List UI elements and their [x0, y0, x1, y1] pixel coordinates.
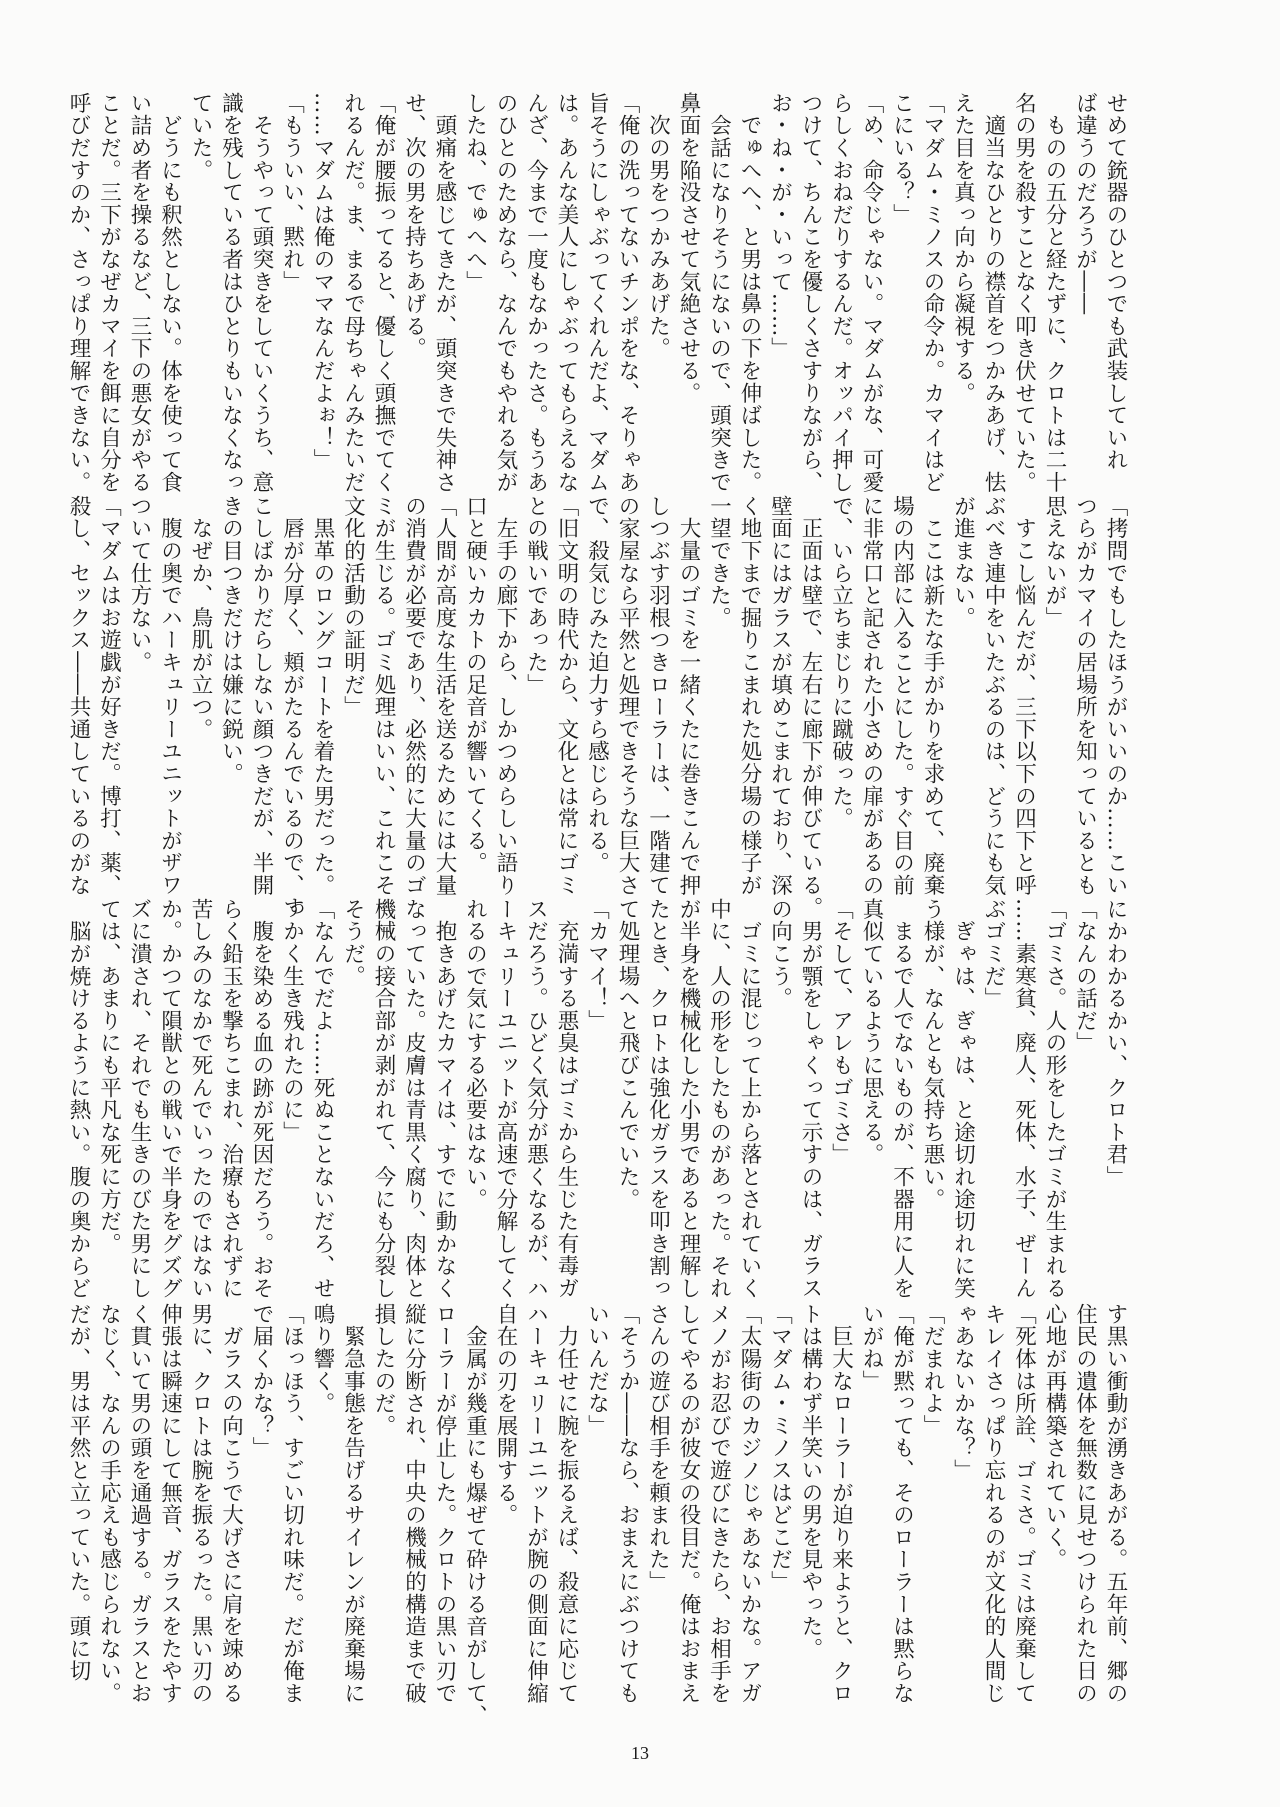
- text-line: 男に、クロトは腕を振るった。黒い刃の: [188, 1303, 213, 1705]
- text-line: お・ね・が・いって……」: [767, 92, 793, 360]
- text-line: スだろう。ひどく気分が悪くなるが、ハ: [523, 898, 549, 1300]
- text-line: 伸張は瞬速にして無音、ガラスをたやす: [157, 1303, 183, 1705]
- text-line: のひとのためなら、なんでもやれる気が: [493, 92, 518, 494]
- text-line: 「もういい、黙れ」: [279, 92, 305, 293]
- text-line: ガラスの向こうで大げさに肩を竦める: [218, 1303, 244, 1705]
- text-line: 正面は壁で、左右に廊下が伸びている。: [798, 495, 823, 919]
- text-line: 「そして、アレもゴミさ」: [828, 898, 854, 1166]
- text-line: ぶべき連中をいたぶるのは、どうにも気: [981, 495, 1006, 897]
- text-line: 黒革のロングコートを着た男だった。: [310, 495, 335, 897]
- text-line: トは構わず半笑いの男を見やった。: [798, 1303, 823, 1660]
- text-line: く地下まで掘りこまれた処分場の様子が: [737, 495, 762, 897]
- text-line: 苦しみのなかで死んでいったのではない: [188, 898, 213, 1300]
- text-line: 脳が焼けるように熱い。腹の奥からど: [66, 898, 91, 1300]
- text-line: 住民の遺体を無数に見せつけられた日の: [1072, 1303, 1098, 1705]
- text-line: 「マダム・ミノスはどこだ」: [767, 1303, 793, 1593]
- text-line: 壁面にはガラスが填めこまれており、深: [767, 495, 793, 897]
- text-line: きの目つきだけは嫌に鋭い。: [218, 495, 244, 785]
- text-line: 「死体は所詮、ゴミさ。ゴミは廃棄して: [1011, 1303, 1037, 1705]
- text-line: 巨大なローラーが迫り来ようと、クロ: [828, 1303, 854, 1705]
- text-line: 識を残している者はひとりもいなくなっ: [218, 92, 244, 494]
- text-line: 頭痛を感じてきたが、頭突きで失神さ: [432, 92, 457, 494]
- text-line: ……マダムは俺のママなんだよぉ！」: [310, 92, 335, 472]
- text-line: が半身を機械化した小男であると理解し: [676, 898, 701, 1300]
- text-line: 「旧文明の時代から、文化とは常にゴミ: [554, 495, 579, 897]
- text-line: の消費が必要であり、必然的に大量のゴ: [401, 495, 427, 897]
- text-line: まるで人でないものが、不器用に人を: [889, 898, 915, 1300]
- text-line: つらがカマイの居場所を知っているとも: [1072, 495, 1098, 897]
- text-line: 「ゴミさ。人の形をしたゴミが生まれる: [1042, 898, 1067, 1300]
- text-line: んざ、今まで一度もなかったさ。もうあ: [523, 92, 549, 494]
- text-line: すこし悩んだが、三下以下の四下と呼: [1011, 495, 1037, 897]
- text-line: いいんだな」: [584, 1303, 610, 1437]
- text-line: 鼻面を陥没させて気絶させる。: [676, 92, 701, 405]
- text-line: そうやって頭突きをしていくうち、意: [249, 92, 274, 494]
- text-line: 一望できた。: [706, 495, 732, 629]
- text-line: ついて仕方ない。: [127, 495, 152, 674]
- text-line: れるんだ。ま、まるで母ちゃんみたいだ: [340, 92, 366, 494]
- text-line: ローラーが停止した。クロトの黒い刃で: [432, 1303, 457, 1705]
- text-line: 鳴り響く。: [310, 1303, 335, 1415]
- text-line: 「俺が黙っても、そのローラーは黙らな: [889, 1303, 915, 1705]
- text-line: 「マダムはお遊戯が好きだ。博打、薬、: [96, 495, 122, 897]
- text-line: 力任せに腕を振るえば、殺意に応じて: [554, 1303, 579, 1705]
- text-line: 「そうか――なら、おまえにぶつけても: [615, 1303, 640, 1705]
- text-line: 「太陽街のカジノじゃあないかな。アガ: [737, 1303, 762, 1705]
- text-line: ミが生じる。ゴミ処理はいい、これこそ: [371, 495, 396, 897]
- text-line: 会話になりそうにないので、頭突きで: [706, 92, 732, 494]
- text-line: ば違うのだろうが――: [1072, 92, 1098, 315]
- text-line: 損したのだ。: [371, 1303, 396, 1437]
- text-line: 緊急事態を告げるサイレンが廃棄場に: [340, 1303, 366, 1705]
- text-line: つけて、ちんこを優しくさすりながら、: [798, 92, 823, 494]
- text-line: そうだ。: [340, 898, 366, 988]
- text-line: ーキュリーユニットが高速で分解してく: [493, 898, 518, 1300]
- text-line: 金属が幾重にも爆ぜて砕ける音がして、: [462, 1303, 488, 1727]
- text-line: 文化的活動の証明だ」: [340, 495, 366, 718]
- text-line: で、殺気じみた迫力すら感じられる。: [584, 495, 610, 875]
- text-line: 腹を染める血の跡が死因だろう。おそ: [249, 898, 274, 1300]
- text-line: にかわかるかい、クロト君」: [1103, 898, 1128, 1188]
- text-line: ここは新たな手がかりを求めて、廃棄: [920, 495, 945, 897]
- text-line: 旨そうにしゃぶってくれんだよ、マダム: [584, 92, 610, 494]
- text-line: 「カマイ！」: [584, 898, 610, 1032]
- text-line: 「だまれよ」: [920, 1303, 945, 1437]
- text-line: 充満する悪臭はゴミから生じた有毒ガ: [554, 898, 579, 1300]
- text-line: 腹の奥でハーキュリーユニットがザワ: [157, 495, 183, 897]
- text-block-1: [66, 92, 1130, 494]
- text-line: れるので気にする必要はない。: [462, 898, 488, 1211]
- text-block-4: [66, 1303, 1130, 1727]
- text-line: 縦に分断され、中央の機械的構造まで破: [401, 1303, 427, 1705]
- text-line: こにいる？」: [889, 92, 915, 226]
- text-line: の向こう。: [767, 898, 793, 1010]
- text-line: ゃあないかな？」: [950, 1303, 976, 1482]
- text-line: どうにも釈然としない。体を使って食: [157, 92, 183, 494]
- text-line: 呼びだすのか、さっぱり理解できない。: [66, 92, 91, 494]
- text-line: 次の男をつかみあげた。: [645, 92, 671, 360]
- text-line: 場の内部に入ることにした。すぐ目の前: [889, 495, 915, 897]
- text-line: ……素寒貧、廃人、死体、水子、ぜーん: [1011, 898, 1037, 1300]
- text-line: ぎゃは、ぎゃは、と途切れ途切れに笑: [950, 898, 976, 1300]
- text-line: ては、あまりにも平凡な死に方だ。: [96, 898, 122, 1255]
- text-line: したね、でゅへへ」: [462, 92, 488, 293]
- text-line: 「め、命令じゃない。マダムがな、可愛: [859, 92, 884, 494]
- text-line: 適当なひとりの襟首をつかみあげ、怯: [981, 92, 1006, 494]
- text-line: しつぶす羽根つきローラーは、一階建て: [645, 495, 671, 897]
- text-line: らしくおねだりするんだ。オッパイ押し: [828, 92, 854, 494]
- text-line: 「拷問でもしたほうがいいのか……こい: [1103, 495, 1128, 897]
- text-line: いがね」: [859, 1303, 884, 1393]
- text-line: 「人間が高度な生活を送るためには大量: [432, 495, 457, 897]
- text-line: が進まない。: [950, 495, 976, 629]
- text-line: 「俺の洗ってないチンポをな、そりゃあ: [615, 92, 640, 494]
- text-line: 抱きあげたカマイは、すでに動かなく: [432, 898, 457, 1300]
- text-line: ズに潰され、それでも生きのびた男にし: [127, 898, 152, 1300]
- text-line: との戦いであった」: [523, 495, 549, 696]
- text-line: ていた。: [188, 92, 213, 182]
- text-line: ゴミに混じって上から落とされていく: [737, 898, 762, 1300]
- text-line: に非常口と記された小さめの扉があるの: [859, 495, 884, 897]
- text-line: らく鉛玉を撃ちこまれ、治療もされずに: [218, 898, 244, 1300]
- text-line: の家屋なら平然と処理できそうな巨大さ: [615, 495, 640, 897]
- text-line: で届くかな？」: [249, 1303, 274, 1460]
- text-line: 名の男を殺すことなく叩き伏せていた。: [1011, 92, 1037, 494]
- text-line: 思えないが」: [1042, 495, 1067, 629]
- text-line: 自在の刃を展開する。: [493, 1303, 518, 1526]
- text-line: でゅへへ、と男は鼻の下を伸ばした。: [737, 92, 762, 494]
- text-line: 真似ているように思える。: [859, 898, 884, 1166]
- text-line: さんの遊び相手を頼まれた」: [645, 1303, 671, 1593]
- text-block-3: [66, 898, 1130, 1300]
- text-line: えた目を真っ向から凝視する。: [950, 92, 976, 405]
- text-line: キレイさっぱり忘れるのが文化的人間じ: [981, 1303, 1006, 1705]
- text-line: たとき、クロトは強化ガラスを叩き割っ: [645, 898, 671, 1300]
- text-line: い詰め者を操るなど、三下の悪女がやる: [127, 92, 152, 494]
- text-line: ぶゴミだ」: [981, 898, 1006, 1010]
- text-line: す黒い衝動が湧きあがる。五年前、郷の: [1103, 1303, 1128, 1705]
- text-line: で、いら立ちまじりに蹴破った。: [828, 495, 854, 830]
- text-line: 「俺が腰振ってると、優しく頭撫でてく: [371, 92, 396, 494]
- text-line: ものの五分と経たずに、クロトは二十: [1042, 92, 1067, 494]
- text-line: 心地が再構築されていく。: [1042, 1303, 1067, 1571]
- text-line: ことだ。三下がなぜカマイを餌に自分を: [96, 92, 122, 494]
- text-line: 機械の接合部が剥がれて、今にも分裂し: [371, 898, 396, 1300]
- text-line: メノがお忍びで遊びにきたら、お相手を: [706, 1303, 732, 1705]
- text-line: 「ほっほう、すごい切れ味だ。だが俺ま: [279, 1303, 305, 1705]
- text-line: 中に、人の形をしたものがあった。それ: [706, 898, 732, 1300]
- text-line: ハーキュリーユニットが腕の側面に伸縮: [523, 1303, 549, 1705]
- text-line: か。かつて隕獣との戦いで半身をグズグ: [157, 898, 183, 1300]
- text-line: て処理場へと飛びこんでいた。: [615, 898, 640, 1211]
- text-line: してやるのが彼女の役目だ。俺はおまえ: [676, 1303, 701, 1705]
- text-block-2: [66, 495, 1130, 919]
- text-line: なじく、なんの手応えも感じられない。: [96, 1303, 122, 1705]
- text-line: 「マダム・ミノスの命令か。カマイはど: [920, 92, 945, 494]
- text-line: 「なんの話だ」: [1072, 898, 1098, 1055]
- text-line: こしばかりだらしない顔つきだが、半開: [249, 495, 274, 897]
- text-line: 左手の廊下から、しかつめらしい語り: [493, 495, 518, 897]
- text-line: 唇が分厚く、頬がたるんでいるので、す: [279, 495, 305, 919]
- text-line: なぜか、鳥肌が立つ。: [188, 495, 213, 741]
- text-line: は。あんな美人にしゃぶってもらえるな: [554, 92, 579, 494]
- text-line: なっていた。皮膚は青黒く腐り、肉体と: [401, 898, 427, 1300]
- text-line: 殺し、セックス――共通しているのがな: [66, 495, 91, 897]
- text-line: 大量のゴミを一緒くたに巻きこんで押: [676, 495, 701, 897]
- text-line: っかく生き残れたのに」: [279, 898, 305, 1144]
- text-line: く貫いて男の頭を通過する。ガラスとお: [127, 1303, 152, 1705]
- page-number: 13: [631, 1743, 649, 1763]
- text-line: う様が、なんとも気持ち悪い。: [920, 898, 945, 1211]
- text-line: せめて銃器のひとつでも武装していれ: [1103, 92, 1128, 472]
- text-line: 「なんでだよ……死ぬことないだろ、せ: [310, 898, 335, 1300]
- text-line: 男が顎をしゃくって示すのは、ガラス: [798, 898, 823, 1300]
- text-line: せ、次の男を持ちあげる。: [401, 92, 427, 360]
- text-line: 口と硬いカカトの足音が響いてくる。: [462, 495, 488, 875]
- text-line: だが、男は平然と立っていた。頭に切: [66, 1303, 91, 1683]
